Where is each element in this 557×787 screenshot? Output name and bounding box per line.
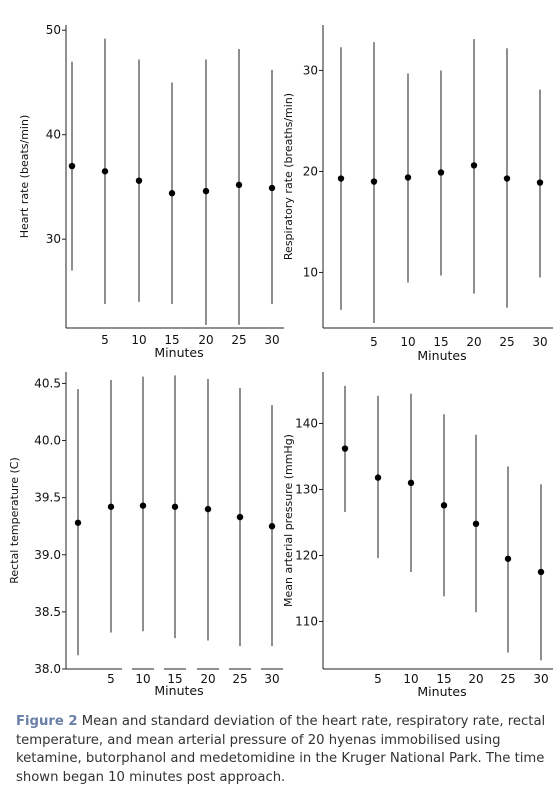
caption-text: Mean and standard deviation of the heart rate, respiratory rate, rectal temperature, and mean arterial pressure of 20 hyenas immobilised using ketamine, butorphanol and medetomidine in the Kruger National Park. The time shown began 10 minutes post approach. [16, 714, 546, 785]
heart-rate-mean-point [69, 163, 75, 169]
heart-rate-mean-point [203, 188, 209, 194]
rectal-temperature-mean-point [140, 502, 146, 508]
respiratory-rate-mean-point [504, 175, 510, 181]
heart-rate-y-tick-label: 30 [45, 232, 61, 247]
mean-arterial-pressure-x-axis-title: Minutes [417, 684, 467, 699]
mean-arterial-pressure-x-tick-label: 10 [403, 672, 419, 686]
respiratory-rate-y-axis-title: Respiratory rate (breaths/min) [282, 92, 295, 261]
mean-arterial-pressure-mean-point [441, 502, 447, 508]
respiratory-rate-mean-point [438, 169, 444, 175]
respiratory-rate-mean-point [405, 174, 411, 180]
heart-rate-y-tick-label: 40 [45, 127, 61, 142]
mean-arterial-pressure-mean-point [505, 556, 511, 562]
mean-arterial-pressure-x-tick-label: 20 [468, 672, 484, 686]
respiratory-rate-y-tick-label: 20 [302, 164, 318, 179]
rectal-temperature-x-tick-label: 20 [200, 672, 216, 686]
figure-label: Figure 2 [16, 714, 78, 730]
heart-rate-mean-point [236, 182, 242, 188]
figure-caption [16, 713, 551, 787]
respiratory-rate-panel [282, 25, 553, 363]
rectal-temperature-x-tick-label: 25 [232, 672, 248, 686]
mean-arterial-pressure-mean-point [342, 445, 348, 451]
respiratory-rate-x-tick-label: 30 [532, 335, 548, 349]
heart-rate-panel [18, 23, 284, 360]
rectal-temperature-mean-point [269, 523, 275, 529]
respiratory-rate-x-tick-label: 10 [400, 335, 416, 349]
mean-arterial-pressure-y-axis-title: Mean arterial pressure (mmHg) [282, 434, 295, 607]
mean-arterial-pressure-mean-point [375, 474, 381, 480]
mean-arterial-pressure-x-tick-label: 5 [374, 672, 382, 686]
mean-arterial-pressure-x-tick-label: 15 [436, 672, 452, 686]
rectal-temperature-y-tick-label: 39.5 [34, 490, 61, 505]
rectal-temperature-y-tick-label: 40.0 [34, 433, 61, 448]
heart-rate-mean-point [169, 190, 175, 196]
rectal-temperature-x-axis-title: Minutes [154, 683, 204, 698]
mean-arterial-pressure-y-tick-label: 140 [295, 416, 318, 431]
heart-rate-x-tick-label: 15 [164, 333, 180, 347]
rectal-temperature-mean-point [172, 504, 178, 510]
respiratory-rate-mean-point [371, 178, 377, 184]
respiratory-rate-mean-point [338, 175, 344, 181]
respiratory-rate-x-tick-label: 15 [433, 335, 449, 349]
heart-rate-mean-point [102, 168, 108, 174]
respiratory-rate-x-tick-label: 5 [370, 335, 378, 349]
rectal-temperature-mean-point [108, 504, 114, 510]
heart-rate-x-tick-label: 5 [101, 333, 109, 347]
rectal-temperature-x-tick-label: 30 [264, 672, 280, 686]
mean-arterial-pressure-mean-point [538, 569, 544, 575]
respiratory-rate-x-axis-title: Minutes [417, 348, 467, 363]
mean-arterial-pressure-y-tick-label: 120 [295, 548, 318, 563]
rectal-temperature-y-tick-label: 40.5 [34, 376, 61, 391]
respiratory-rate-x-tick-label: 25 [499, 335, 515, 349]
mean-arterial-pressure-y-tick-label: 130 [295, 482, 318, 497]
rectal-temperature-x-tick-label: 10 [135, 672, 151, 686]
heart-rate-x-tick-label: 20 [198, 333, 214, 347]
heart-rate-mean-point [136, 177, 142, 183]
respiratory-rate-mean-point [471, 162, 477, 168]
heart-rate-y-tick-label: 50 [45, 23, 61, 38]
heart-rate-x-axis-title: Minutes [154, 345, 204, 360]
heart-rate-x-tick-label: 30 [264, 333, 280, 347]
respiratory-rate-y-tick-label: 10 [302, 265, 318, 280]
heart-rate-y-axis-title: Heart rate (beats/min) [18, 114, 31, 239]
rectal-temperature-y-tick-label: 38.5 [34, 604, 61, 619]
rectal-temperature-y-tick-label: 39.0 [34, 547, 61, 562]
rectal-temperature-mean-point [205, 506, 211, 512]
rectal-temperature-x-tick-label: 15 [167, 672, 183, 686]
mean-arterial-pressure-x-tick-label: 30 [533, 672, 549, 686]
mean-arterial-pressure-panel [282, 372, 553, 699]
mean-arterial-pressure-y-tick-label: 110 [295, 614, 318, 629]
respiratory-rate-y-tick-label: 30 [302, 63, 318, 78]
rectal-temperature-mean-point [237, 514, 243, 520]
rectal-temperature-y-axis-title: Rectal temperature (C) [8, 457, 21, 584]
mean-arterial-pressure-mean-point [408, 480, 414, 486]
respiratory-rate-mean-point [537, 179, 543, 185]
rectal-temperature-panel [8, 372, 283, 698]
respiratory-rate-x-tick-label: 20 [466, 335, 482, 349]
heart-rate-x-tick-label: 25 [231, 333, 247, 347]
rectal-temperature-x-tick-label: 5 [107, 672, 115, 686]
rectal-temperature-y-tick-label: 38.0 [34, 662, 61, 676]
heart-rate-mean-point [269, 185, 275, 191]
heart-rate-x-tick-label: 10 [131, 333, 147, 347]
mean-arterial-pressure-x-tick-label: 25 [500, 672, 516, 686]
mean-arterial-pressure-mean-point [473, 521, 479, 527]
rectal-temperature-mean-point [75, 520, 81, 526]
